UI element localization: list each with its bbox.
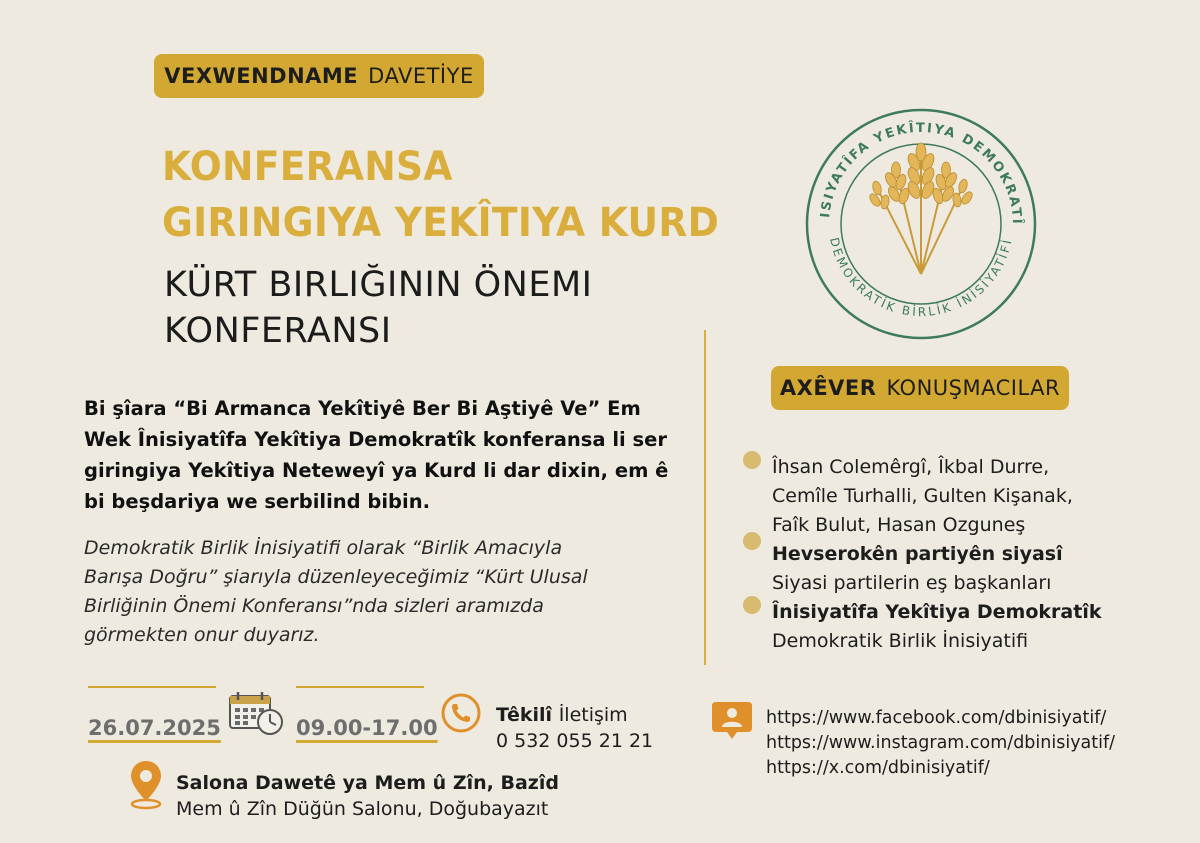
speaker-org-ku: Înisiyatîfa Yekîtiya Demokratîk (772, 601, 1102, 623)
invitation-badge-bold: VEXWENDNAME (164, 64, 359, 88)
title-line-2: GIRINGIYA YEKÎTIYA KURD (162, 200, 720, 246)
paragraph-turkish (84, 534, 684, 650)
social-links (766, 706, 1115, 781)
speakers-badge-normal: KONUŞMACILAR (886, 376, 1061, 400)
social-contact-icon (710, 698, 754, 742)
venue-name-turkish: Mem û Zîn Düğün Salonu, Doğubayazıt (176, 798, 549, 820)
contact-phone: 0 532 055 21 21 (496, 730, 654, 752)
title-line-1: KONFERANSA (162, 144, 453, 190)
speakers-badge-bold: AXÊVER (779, 376, 877, 400)
contact-label-bold: Têkilî (496, 704, 553, 726)
venue-name-kurdish: Salona Dawetê ya Mem û Zîn, Bazîd (176, 772, 559, 794)
paragraph-turkish-line: Demokratik Birlik İnisiyatifi olarak “Birlik Amacıyla (84, 537, 563, 559)
link-x[interactable]: https://x.com/dbinisiyatif/ (766, 758, 990, 778)
speaker-names-line-2: Cemîle Turhalli, Gulten Kişanak, (772, 485, 1073, 507)
link-instagram[interactable]: https://www.instagram.com/dbinisiyatif/ (766, 733, 1116, 753)
invitation-badge-normal: DAVETİYE (368, 64, 474, 88)
speaker-group-ku: Hevserokên partiyên siyasî (772, 543, 1063, 565)
speakers-list (772, 453, 1101, 656)
speaker-bullet (743, 532, 761, 550)
paragraph-turkish-line: Birliğinin Önemi Konferansı”nda sizleri aramızda (84, 595, 544, 617)
link-facebook[interactable]: https://www.facebook.com/dbinisiyatif/ (766, 708, 1107, 728)
location-pin-icon (126, 758, 166, 810)
speaker-names-line-1: Îhsan Colemêrgî, Îkbal Durre, (772, 456, 1050, 478)
calendar-clock-icon (228, 690, 284, 736)
time-top-rule (296, 686, 424, 688)
speaker-names-line-3: Faîk Bulut, Hasan Ozguneş (772, 514, 1026, 536)
paragraph-kurdish-line: Wek Înisiyatîfa Yekîtiya Demokratîk konferansa li ser (84, 428, 667, 451)
paragraph-kurdish-line: giringiya Yekîtiya Neteweyî ya Kurd li dar dixin, em ê (84, 459, 669, 482)
speaker-group-tr: Siyasi partilerin eş başkanları (772, 572, 1052, 594)
contact-label-normal: İletişim (558, 704, 628, 726)
paragraph-kurdish-line: bi beşdariya we serbilind bibin. (84, 490, 430, 513)
paragraph-kurdish-line: Bi şîara “Bi Armanca Yekîtiyê Ber Bi Aştiyê Ve” Em (84, 397, 641, 420)
logo (803, 106, 1039, 342)
paragraph-kurdish (84, 393, 684, 517)
logo-text-top: ISIYATÎFA YEKÎTIYA DEMOKRATÎ (818, 120, 1025, 226)
paragraph-turkish-line: Barışa Doğru” şiarıyla düzenleyeceğimiz “Kürt Ulusal (84, 566, 588, 588)
title-line-4: KONFERANSI (164, 311, 392, 351)
event-date: 26.07.2025 (88, 716, 221, 740)
speaker-bullet (743, 596, 761, 614)
speaker-org-tr: Demokratik Birlik İnisiyatifi (772, 630, 1029, 652)
invitation-badge (154, 54, 484, 98)
speaker-bullet (743, 451, 761, 469)
event-time: 09.00-17.00 (296, 716, 438, 740)
speakers-badge (771, 366, 1069, 410)
vertical-divider (704, 330, 706, 665)
title-line-3: KÜRT BIRLIĞININ ÖNEMI (164, 265, 593, 305)
contact-label (496, 704, 628, 726)
phone-icon (440, 692, 482, 734)
logo-text-bottom: DEMOKRATİK BİRLİK İNİSİYATİFİ (827, 236, 1015, 320)
date-top-rule (88, 686, 216, 688)
paragraph-turkish-line: görmekten onur duyarız. (84, 624, 320, 646)
logo-emblem (803, 106, 1039, 342)
